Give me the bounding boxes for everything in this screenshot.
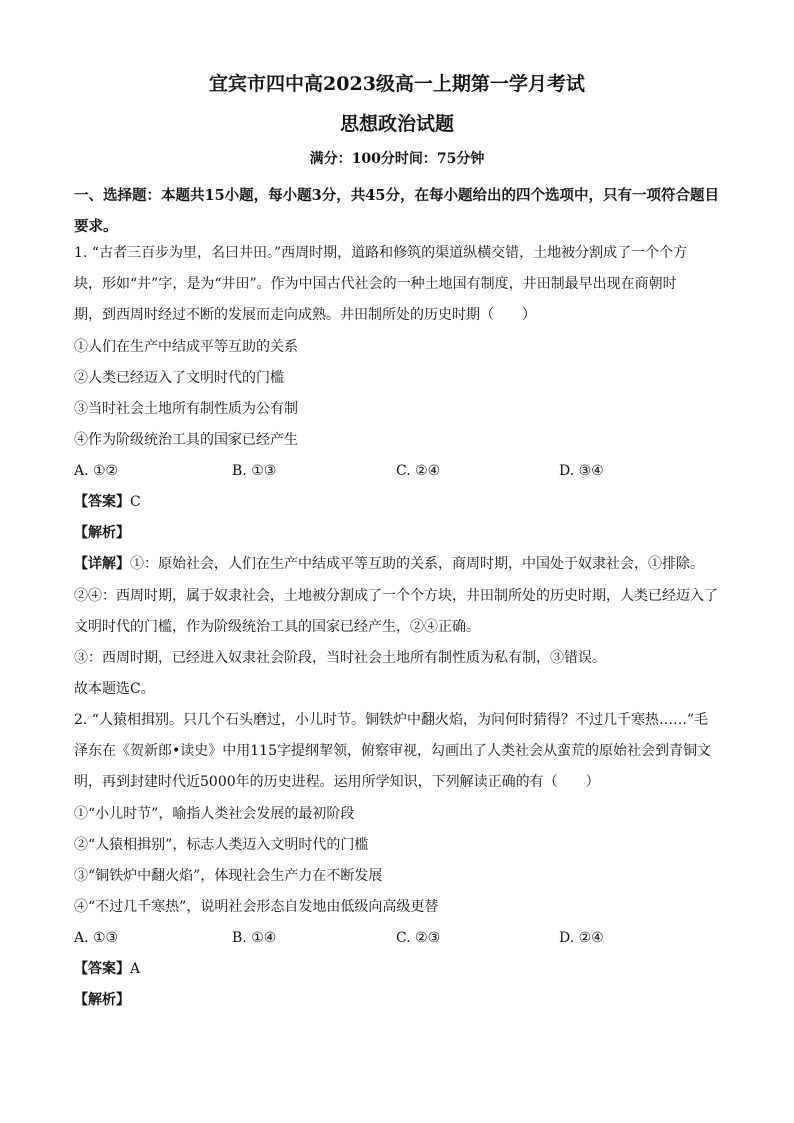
q2-option-b: B. ①④ — [232, 930, 277, 946]
q2-stem-line-2: 泽东在《贺新郎•读史》中用115字提纲挈领，俯察审视，勾画出了人类社会从蛮荒的原始社会到青铜文 — [74, 743, 711, 759]
q2-answer-label: 【答案】 — [74, 961, 130, 977]
q2-answer — [74, 959, 724, 979]
q1-option-c: C. ②④ — [396, 463, 441, 479]
q2-statement-4: ④“不过几千寒热”，说明社会形态自发地由低级向高级更替 — [74, 899, 439, 915]
q2-answer-value: A — [130, 961, 141, 977]
q1-detail-line-2: ②④：西周时期，属于奴隶社会，土地被分割成了一个个方块，井田制所处的历史时期，人类已经迈入了 — [74, 588, 718, 604]
q1-option-a: A. ①② — [74, 463, 119, 479]
q1-detail-line-4: ③：西周时期，已经进入奴隶社会阶段，当时社会土地所有制性质为私有制，③错误。 — [74, 650, 606, 666]
q1-detail-line-1 — [74, 554, 724, 574]
q1-statement-1: ①人们在生产中结成平等互助的关系 — [74, 339, 298, 355]
q1-answer-label: 【答案】 — [74, 494, 130, 510]
exam-title: 宜宾市四中高2023级高一上期第一学月考试 — [209, 73, 585, 95]
q2-stem-line-3: 明，再到封建时代近5000年的历史进程。运用所学知识，下列解读正确的有（ ） — [74, 774, 600, 790]
q1-detail-line-5: 故本题选C。 — [74, 681, 155, 697]
q1-detail-text-1: ①：原始社会，人们在生产中结成平等互助的关系，商周时期，中国处于奴隶社会，①排除。 — [130, 556, 704, 572]
q1-answer-value: C — [130, 494, 141, 510]
q2-stem-line-1: 2. “人猿相揖别。只几个石头磨过，小儿时节。铜铁炉中翻火焰，为问何时猜得？不过几千寒热……”毛 — [74, 712, 709, 728]
q1-detail-line-3: 文明时代的门槛，作为阶级统治工具的国家已经产生，②④正确。 — [74, 619, 480, 635]
q1-answer — [74, 492, 724, 512]
exam-meta: 满分：100分时间：75分钟 — [309, 151, 485, 167]
q1-stem-line-3: 期，到西周时经过不断的发展而走向成熟。井田制所处的历史时期（ ） — [74, 307, 536, 323]
q1-detail-label: 【详解】 — [74, 556, 130, 572]
q2-option-a: A. ①③ — [74, 930, 119, 946]
q1-stem-line-1: 1. “古者三百步为里，名曰井田。”西周时期，道路和修筑的渠道纵横交错，土地被分割成了一个个方 — [74, 245, 688, 261]
q2-option-d: D. ②④ — [559, 930, 604, 946]
q2-option-c: C. ②③ — [396, 930, 441, 946]
q1-statement-2: ②人类已经迈入了文明时代的门槛 — [74, 370, 284, 386]
q1-analysis-label: 【解析】 — [74, 525, 130, 541]
q1-statement-3: ③当时社会土地所有制性质为公有制 — [74, 401, 298, 417]
exam-subject: 思想政治试题 — [339, 113, 454, 135]
q1-stem-line-2: 块，形如“井”字，是为“井田”。作为中国古代社会的一种土地国有制度，井田制最早出现在商朝时 — [74, 276, 677, 292]
q2-statement-1: ①“小儿时节”，喻指人类社会发展的最初阶段 — [74, 806, 355, 822]
q2-statement-2: ②“人猿相揖别”，标志人类迈入文明时代的门槛 — [74, 837, 369, 853]
section-heading: 一、选择题：本题共15小题，每小题3分，共45分，在每小题给出的四个选项中，只有一项符合题目要求。 — [74, 187, 719, 235]
q2-analysis-label: 【解析】 — [74, 992, 130, 1008]
q1-option-d: D. ③④ — [559, 463, 604, 479]
q1-option-b: B. ①③ — [232, 463, 277, 479]
q2-statement-3: ③“铜铁炉中翻火焰”，体现社会生产力在不断发展 — [74, 868, 383, 884]
q1-statement-4: ④作为阶级统治工具的国家已经产生 — [74, 432, 298, 448]
